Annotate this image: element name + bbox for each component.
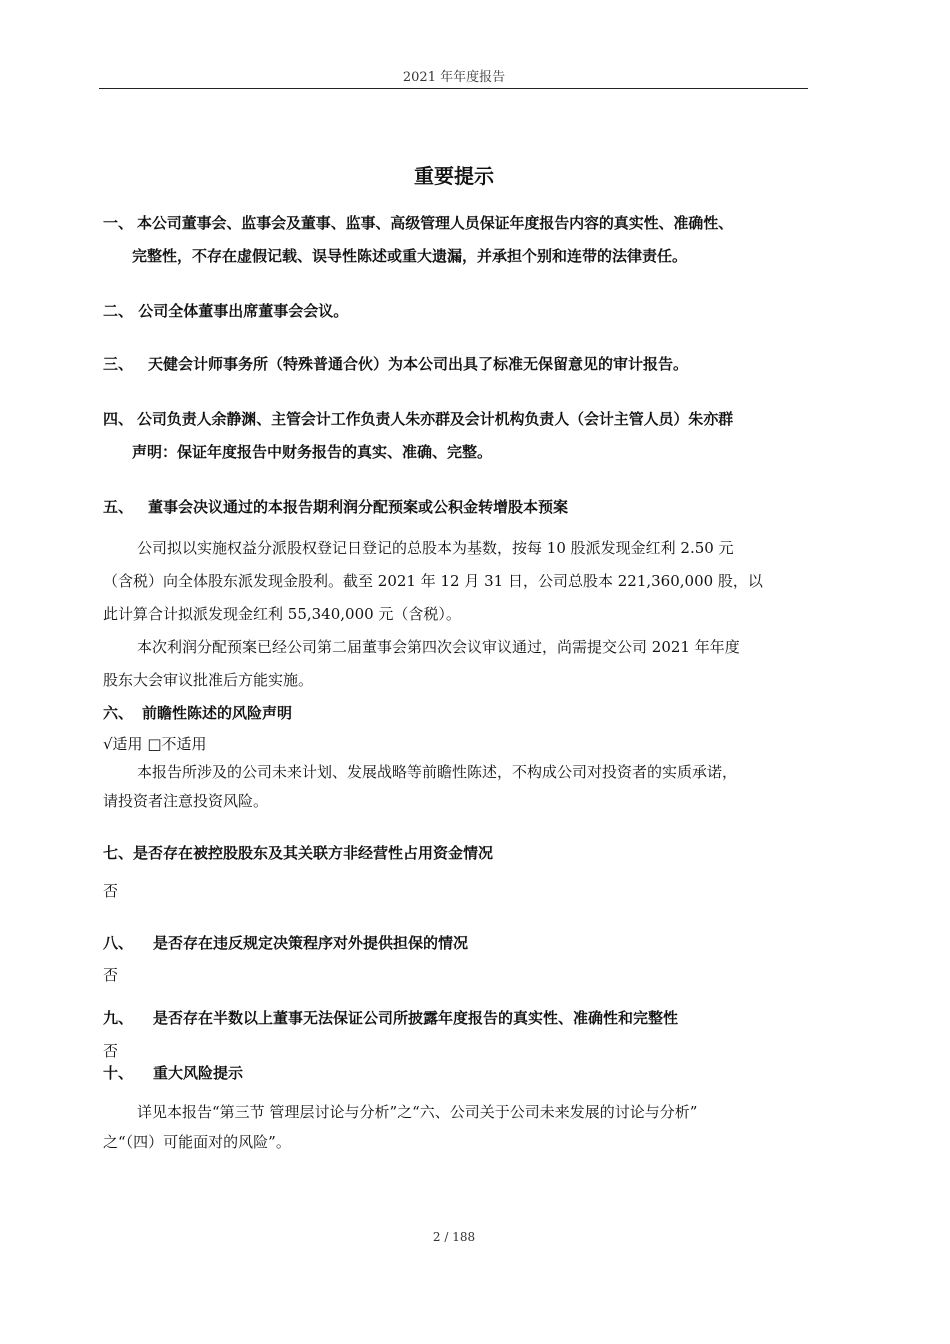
section-9-answer: 否	[103, 1042, 119, 1060]
section-5-number: 五、	[103, 498, 134, 516]
section-7-answer: 否	[103, 882, 119, 900]
section-5-para-2-line-2: 股东大会审议批准后方能实施。	[103, 671, 314, 689]
section-8-number: 八、	[103, 934, 134, 952]
section-4-line-1: 公司负责人余静渊、主管会计工作负责人朱亦群及会计机构负责人（会计主管人员）朱亦群	[137, 410, 734, 428]
section-1-line-1: 本公司董事会、监事会及董事、监事、高级管理人员保证年度报告内容的真实性、准确性、	[137, 214, 734, 232]
section-1-line-2: 完整性，不存在虚假记载、误导性陈述或重大遗漏，并承担个别和连带的法律责任。	[132, 247, 688, 265]
section-4-line-2: 声明：保证年度报告中财务报告的真实、准确、完整。	[132, 443, 493, 461]
section-1-number: 一、	[103, 214, 134, 232]
section-3-text: 天健会计师事务所（特殊普通合伙）为本公司出具了标准无保留意见的审计报告。	[148, 355, 689, 373]
page-header: 2021 年年度报告	[402, 70, 506, 85]
section-5-para-1-line-3: 此计算合计拟派发现金红利 55,340,000 元（含税）。	[103, 605, 461, 623]
section-7-heading: 七、是否存在被控股股东及其关联方非经营性占用资金情况	[103, 844, 494, 862]
section-5-para-1-line-2: （含税）向全体股东派发现金股利。截至 2021 年 12 月 31 日，公司总股本 221,360,000 股，以	[103, 572, 763, 590]
section-6-para-line-1: 本报告所涉及的公司未来计划、发展战略等前瞻性陈述，不构成公司对投资者的实质承诺，	[137, 763, 738, 781]
page-title: 重要提示	[414, 164, 494, 188]
section-10-number: 十、	[103, 1064, 134, 1082]
section-8-heading: 是否存在违反规定决策程序对外提供担保的情况	[153, 934, 469, 952]
section-9-number: 九、	[103, 1009, 134, 1027]
section-3-number: 三、	[103, 355, 134, 373]
section-5-heading: 董事会决议通过的本报告期利润分配预案或公积金转增股本预案	[148, 498, 569, 516]
section-2-text: 二、 公司全体董事出席董事会会议。	[103, 302, 349, 320]
section-8-answer: 否	[103, 966, 119, 984]
applicable-status: √适用 □不适用	[103, 735, 207, 753]
page-number: 2 / 188	[432, 1230, 476, 1244]
section-10-para-line-1: 详见本报告“第三节 管理层讨论与分析”之“六、公司关于公司未来发展的讨论与分析”	[137, 1103, 698, 1121]
section-10-para-line-2: 之“（四）可能面对的风险”。	[103, 1133, 291, 1151]
section-5-para-2-line-1: 本次利润分配预案已经公司第二届董事会第四次会议审议通过，尚需提交公司 2021 年年度	[137, 638, 740, 656]
section-10-heading: 重大风险提示	[153, 1064, 244, 1082]
section-4-number: 四、	[103, 410, 134, 428]
section-6-heading: 前瞻性陈述的风险声明	[142, 704, 293, 722]
section-6-para-line-2: 请投资者注意投资风险。	[103, 792, 269, 810]
header-divider	[99, 88, 808, 89]
section-9-heading: 是否存在半数以上董事无法保证公司所披露年度报告的真实性、准确性和完整性	[153, 1009, 679, 1027]
section-6-number: 六、	[103, 704, 134, 722]
section-5-para-1-line-1: 公司拟以实施权益分派股权登记日登记的总股本为基数，按每 10 股派发现金红利 2.50 元	[137, 539, 734, 557]
